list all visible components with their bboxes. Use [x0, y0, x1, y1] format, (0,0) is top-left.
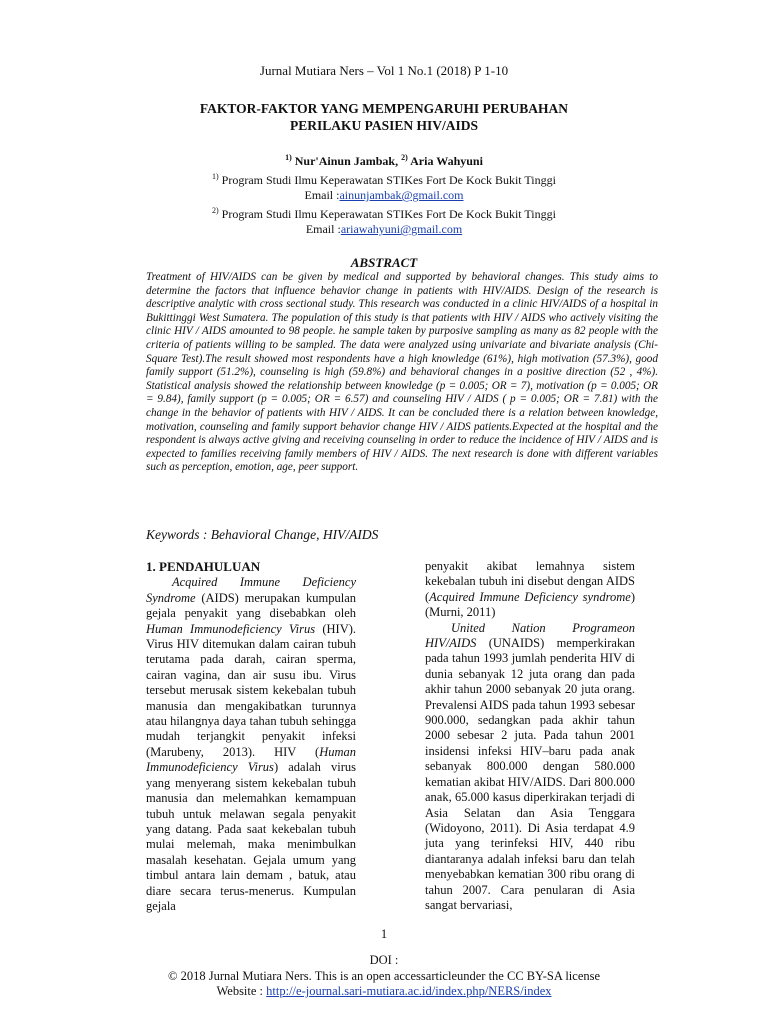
email2-link[interactable]: ariawahyuni@gmail.com: [340, 222, 463, 236]
p1-text-2: (HIV). Virus HIV ditemukan dalam cairan tubuh terutama pada darah, cairan sperma, cairan vagina, dan air susu ibu. Virus tersebut merusak sistem kekebalan tubuh manusia dan mengakibatkan turunnya atau hilangnya daya tahan tubuh sehingga mudah terjangkit penyakit infeksi (Marubeny, 2013). HIV (: [146, 621, 357, 759]
page-number: 1: [380, 927, 388, 941]
author2-mark: 2): [401, 153, 408, 162]
affil1-mark: 1): [212, 172, 219, 181]
author-block: [0, 150, 768, 237]
footer: [0, 953, 768, 1000]
title-line-1: FAKTOR-FAKTOR YANG MEMPENGARUHI PERUBAHAN: [199, 101, 569, 116]
author1-mark: 1): [285, 153, 292, 162]
affiliation-2: [0, 203, 768, 222]
affil1-text: Program Studi Ilmu Keperawatan STIKes Fort De Kock Bukit Tinggi: [221, 173, 556, 187]
affil2-mark: 2): [212, 206, 219, 215]
email1-link[interactable]: ainunjambak@gmail.com: [339, 188, 464, 202]
paragraph-1: [146, 575, 356, 914]
p1-text-1: (AIDS) merupakan kumpulan gejala penyakit yang disebabkan oleh: [146, 590, 356, 621]
paragraph-2: [425, 559, 635, 621]
title-line-2: PERILAKU PASIEN HIV/AIDS: [289, 118, 479, 133]
p1-italic-1: Acquired Immune Deficiency Syndrome: [146, 575, 356, 605]
column-left: [146, 559, 356, 914]
p2-text-2: ) (Murni, 2011): [425, 589, 635, 620]
footer-website-link[interactable]: http://e-journal.sari-mutiara.ac.id/index.php/NERS/index: [266, 984, 552, 998]
section-heading: 1. PENDAHULUAN: [146, 559, 261, 574]
email2-label: Email :: [305, 222, 341, 236]
p3-italic-1: United Nation Programeon HIV/AIDS: [425, 620, 635, 651]
p1-italic-2: Human Immunodeficiency Virus: [146, 621, 316, 636]
paragraph-3: [425, 621, 635, 914]
footer-license: © 2018 Jurnal Mutiara Ners. This is an open accessarticleunder the CC BY-SA license: [167, 968, 601, 983]
footer-website-label: Website :: [216, 984, 267, 998]
footer-doi: DOI :: [369, 953, 399, 967]
author1-name: Nur'Ainun Jambak,: [294, 154, 399, 168]
email1-label: Email :: [304, 188, 340, 202]
p1-italic-3: Human Immunodeficiency Virus: [146, 744, 356, 775]
paper-title: [0, 100, 768, 134]
p2-text-1: penyakit akibat lemahnya sistem kekebalan tubuh ini disebut dengan AIDS (: [425, 559, 635, 604]
keywords: Keywords : Behavioral Change, HIV/AIDS: [146, 527, 379, 542]
affil2-text: Program Studi Ilmu Keperawatan STIKes Fort De Kock Bukit Tinggi: [221, 207, 556, 221]
p1-text-3: ) adalah virus yang menyerang sistem kekebalan tubuh manusia dan melemahkan kemampuan tubuh untuk melawan segala penyakit yang datang. Pada saat kekebalan tubuh mulai melemah, maka menimbulkan masalah kesehatan. Gejala umum yang timbul antara lain demam , batuk, atau diare secara terus-menerus. Kumpulan gejala: [146, 760, 356, 913]
email-1: [0, 188, 768, 203]
author2-name: Aria Wahyuni: [410, 154, 483, 168]
footer-website: [0, 984, 768, 1000]
affiliation-1: [0, 169, 768, 188]
journal-header: Jurnal Mutiara Ners – Vol 1 No.1 (2018) P 1-10: [259, 63, 509, 78]
email-2: [0, 222, 768, 237]
p3-text-1: (UNAIDS) memperkirakan pada tahun 1993 jumlah penderita HIV di dunia sebanyak 12 juta orang dan pada akhir tahun 2000 sebanyak 20 juta orang. Prevalensi AIDS pada tahun 1993 sebesar 900.000, sedangkan pada akhir tahun 2000 sebesar 2 juta. Pada tahun 2001 insidensi infeksi HIV–baru pada anak sebanyak 800.000 dengan 580.000 kematian akibat HIV/AIDS. Dari 800.000 anak, 65.000 kasus diperkirakan terjadi di Asia Selatan dan Asia Tenggara (Widoyono, 2011). Di Asia terdapat 4.9 juta yang terinfeksi HIV, 440 ribu diantaranya adalah infeksi baru dan telah menyebabkan kematian 300 ribu orang di tahun 2007. Cara penularan di Asia sangat bervariasi,: [425, 636, 635, 912]
author-names: [0, 150, 768, 169]
abstract-heading: ABSTRACT: [350, 255, 418, 270]
column-right: [425, 559, 635, 913]
abstract-text: Treatment of HIV/AIDS can be given by medical and supported by behavioral changes. This study aims to determine the factors that influence behavior change in patients with HIV/AIDS. Design of the research is descriptive analytic with cross sectional study. This research was conducted in a clinic HIV/AIDS of a hospital in Bukittinggi West Sumatera. The population of this study is that patients with HIV / AIDS who actively visiting the clinic HIV / AIDS amounted to 98 people. he sample taken by purposive sampling as many as 82 people with the criteria of patients willing to be sampled. The data were analyzed using univariate and bivariate analysis (Chi-Square Test).The result showed most respondents have a high knowledge (61%), high motivation (57.3%), good family support (51.2%), counseling is high (59.8%) and behavioral changes in a positive direction (52 , 4%). Statistical analysis showed the relationship between knowledge (p = 0.005; OR = 7), motivation (p = 0.005; OR = 9.84), family support (p = 0.005; OR = 6.57) and counseling HIV / AIDS ( p = 0.005; OR = 7.81) with the change in the behavior of patients with HIV / AIDS. It can be concluded there is a relation between knowledge, motivation, counseling and family support behavior change HIV / AIDS patients.Expected at the hospital and the respondent is always active giving and receiving counseling in order to reduce the incidence of HIV / AIDS and is expected to families receiving family members of HIV / AIDS. The next research is done with different variables such as perception, emotion, age, peer support.: [146, 271, 658, 474]
p2-italic-1: Acquired Immune Deficiency syndrome: [429, 589, 631, 604]
